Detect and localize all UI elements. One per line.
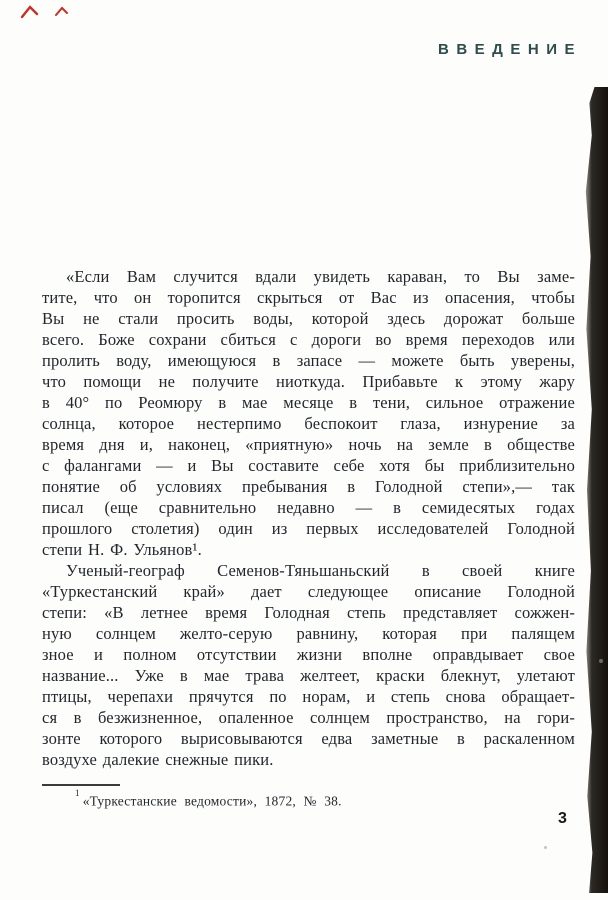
text-line: всего. Боже сохрани сбиться с дороги во время переходов или (42, 330, 575, 349)
text-line: степи Н. Ф. Ульянов¹. (42, 540, 202, 559)
text-line: понятие об условиях пребывания в Голодной степи»,— так (42, 477, 575, 496)
text-line: писал (еще сравнительно недавно — в семидесятых годах (42, 498, 575, 517)
footnote (42, 784, 562, 810)
text-line: воздухе далекие снежные пики. (42, 750, 274, 769)
text-line: время дня и, наконец, «приятную» ночь на земле в обществе (42, 435, 575, 454)
text-line: прошлого столетия) один из первых исследователей Голодной (42, 519, 575, 538)
footnote-divider (42, 784, 120, 786)
text-line: с фалангами — и Вы составите себе хотя бы приблизительно (42, 456, 575, 475)
text-line: Ученый-географ Семенов-Тяньшаньский в своей книге (66, 561, 575, 580)
chapter-heading: ВВЕДЕНИЕ (438, 41, 582, 58)
body-text (42, 266, 575, 770)
text-line: «Если Вам случится вдали увидеть караван, то Вы заме- (66, 267, 575, 286)
red-crop-marks (16, 2, 80, 26)
text-line: зное и полном отсутствии жизни вполне оправдывает свое (42, 645, 575, 664)
text-line: ся в безжизненное, опаленное солнцем пространство, на гори- (42, 708, 575, 727)
text-line: тите, что он торопится скрыться от Вас из опасения, чтобы (42, 288, 575, 307)
scanned-page-edge-shadow (578, 87, 608, 893)
footnote-text: $^1$«Туркестанские ведомости», 1872, № 38. (75, 788, 342, 809)
text-line: ную солнцем желто-серую равнину, которая при палящем (42, 624, 575, 643)
text-line: птицы, черепахи прячутся по норам, и степь снова обращает- (42, 687, 575, 706)
text-line: в 40° по Реомюру в мае месяце в тени, сильное отражение (42, 393, 575, 412)
text-line: степи: «В летнее время Голодная степь представляет сожжен- (42, 603, 575, 622)
text-line: «Туркестанский край» дает следующее описание Голодной (42, 582, 575, 601)
scan-speck (544, 846, 547, 849)
page-number: 3 (558, 810, 567, 827)
text-line: Вы не стали просить воды, которой здесь дорожат больше (42, 309, 575, 328)
scan-speck (599, 659, 603, 663)
text-line: зонте которого вырисовываются едва заметные в раскаленном (42, 729, 575, 748)
footnote-marker: 1 (75, 788, 80, 798)
text-line: пролить воду, имеющуюся в запасе — можете быть уверены, (42, 351, 575, 370)
text-line: что помощи не получите ниоткуда. Прибавьте к этому жару (42, 372, 575, 391)
text-line: солнца, которое нестерпимо беспокоит глаза, изнурение за (42, 414, 575, 433)
text-line: название... Уже в мае трава желтеет, краски блекнут, улетают (42, 666, 575, 685)
